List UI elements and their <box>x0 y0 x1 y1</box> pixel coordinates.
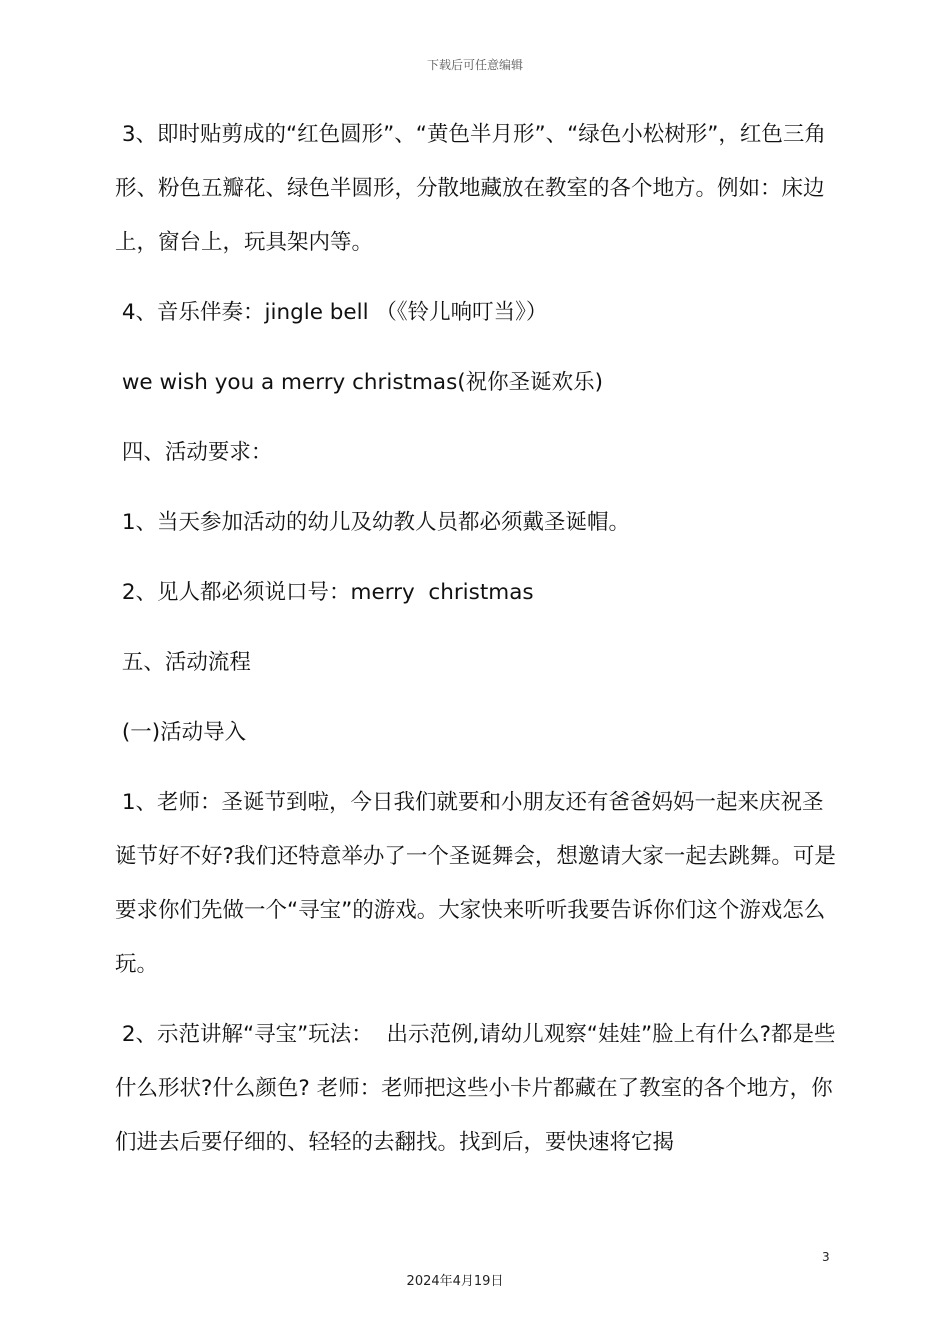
paragraph-requirement-slogan: 2、见人都必须说口号：merry christmas <box>115 580 534 605</box>
paragraph-music-accompaniment: 4、音乐伴奏：jingle bell （《铃儿响叮当》） <box>115 300 548 325</box>
header-note: 下载后可任意编辑 <box>426 58 523 72</box>
section-heading-process: 五、活动流程 <box>115 650 251 675</box>
section-heading-requirements: 四、活动要求： <box>115 440 273 465</box>
subsection-heading-intro: (一)活动导入 <box>115 720 247 745</box>
page-number: 3 <box>822 1250 830 1264</box>
paragraph-materials-stickers: 3、即时贴剪成的“红色圆形”、“黄色半月形”、“绿色小松树形”，红色三角形、粉色五瓣花、绿色半圆形，分散地藏放在教室的各个地方。例如：床边上，窗台上，玩具架内等。 <box>115 122 826 255</box>
paragraph-music-second-song: we wish you a merry christmas(祝你圣诞欢乐) <box>115 370 604 395</box>
paragraph-treasure-rules: 2、示范讲解“寻宝”玩法： 出示范例,请幼儿观察“娃娃”脸上有什么?都是些什么形状?什么颜色? 老师：老师把这些小卡片都藏在了教室的各个地方，你们进去后要仔细的、轻轻的去翻找。找到后，要快速将它揭 <box>115 1022 836 1155</box>
paragraph-requirement-hats: 1、当天参加活动的幼儿及幼教人员都必须戴圣诞帽。 <box>115 510 631 535</box>
document-body <box>115 108 840 1186</box>
footer-date: 2024年4月19日 <box>406 1274 504 1289</box>
paragraph-teacher-intro: 1、老师：圣诞节到啦，今日我们就要和小朋友还有爸爸妈妈一起来庆祝圣诞节好不好?我们还特意举办了一个圣诞舞会，想邀请大家一起去跳舞。可是要求你们先做一个“寻宝”的游戏。大家快来听听我要告诉你们这个游戏怎么玩。 <box>115 790 836 977</box>
